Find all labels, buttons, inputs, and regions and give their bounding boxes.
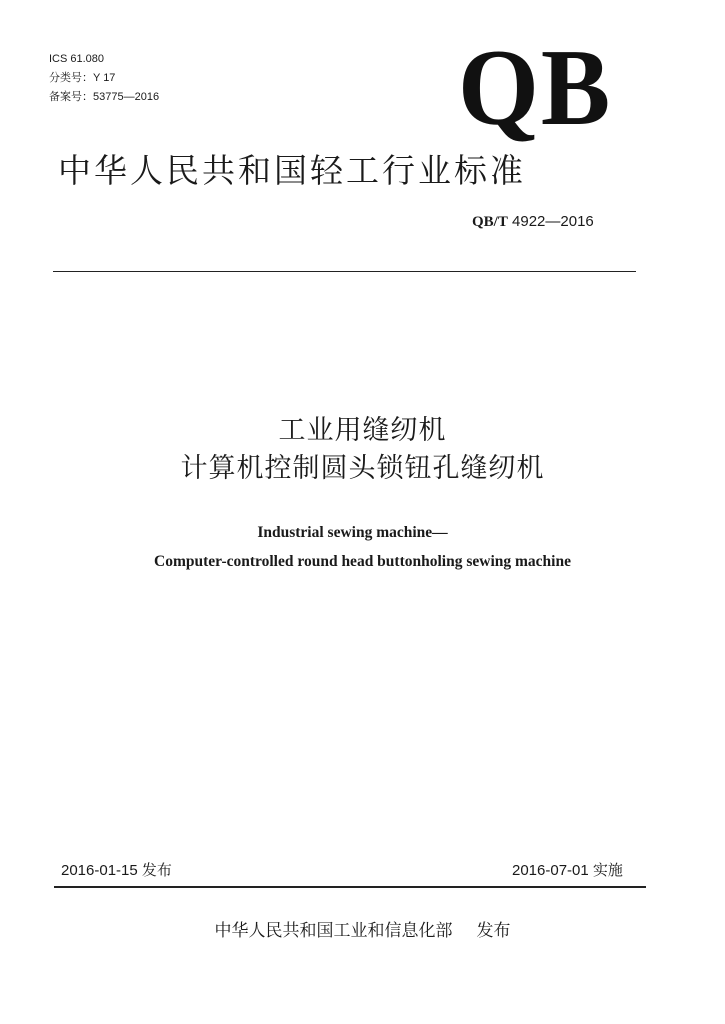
issue-date: 2016-01-15 发布 <box>61 862 172 879</box>
header-divider <box>53 271 636 272</box>
standard-number <box>472 213 594 231</box>
english-title-line-2: Computer-controlled round head buttonholing sewing machine <box>154 553 571 570</box>
implementation-date: 2016-07-01 实施 <box>512 862 623 879</box>
chinese-title-line-2: 计算机控制圆头锁钮孔缝纫机 <box>180 453 545 484</box>
footer-divider <box>54 886 646 888</box>
ics-code: ICS 61.080 <box>49 53 105 65</box>
english-title-line-1: Industrial sewing machine— <box>257 524 448 541</box>
standard-number-value: 4922—2016 <box>512 213 594 230</box>
publisher-name: 中华人民共和国工业和信息化部 <box>214 921 453 941</box>
record-number: 备案号：53775—2016 <box>49 91 160 103</box>
qb-logo: QB <box>458 27 613 149</box>
standard-code: QB/T <box>472 214 508 230</box>
publisher <box>0 919 725 943</box>
publisher-action: 发布 <box>476 921 511 941</box>
chinese-title-line-1: 工业用缝纫机 <box>278 415 447 446</box>
classification-number: 分类号：Y 17 <box>49 72 116 84</box>
organization-title: 中华人民共和国轻工行业标准 <box>58 151 526 190</box>
